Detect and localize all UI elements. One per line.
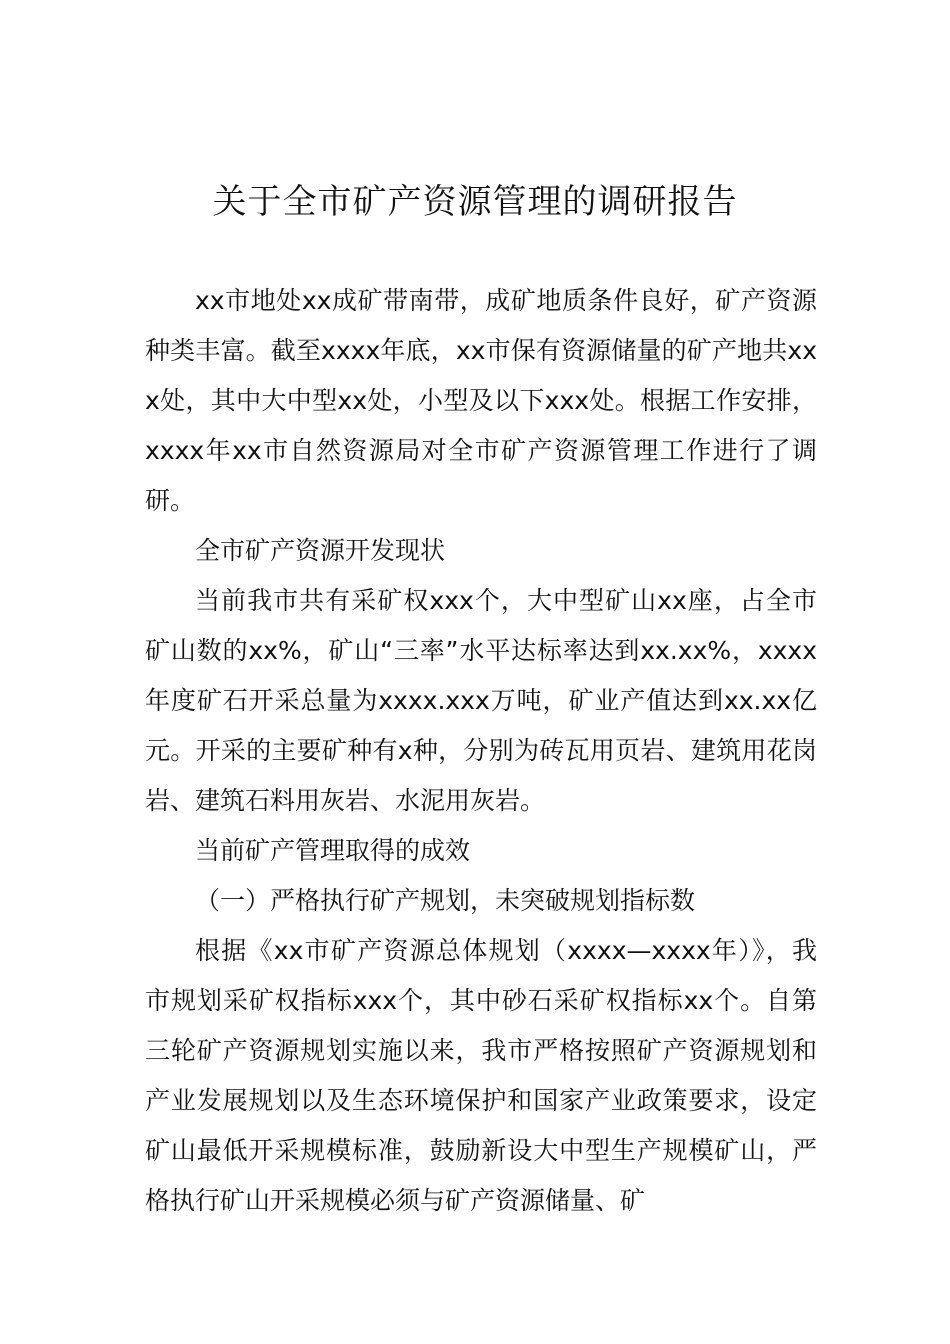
- document-body: [145, 276, 817, 1226]
- subsection-heading-planning: （一）严格执行矿产规划，未突破规划指标数: [195, 886, 696, 915]
- section-heading-status: 全市矿产资源开发现状: [195, 536, 446, 565]
- planning-paragraph: 根据《xx市矿产资源总体规划（xxxx—xxxx年）》，我市规划采矿权指标xxx个，其中砂石采矿权指标xx个。自第三轮矿产资源规划实施以来，我市严格按照矿产资源规划和产业发展规划以及生态环境保护和国家产业政策要求，设定矿山最低开采规模标准，鼓励新设大中型生产规模矿山，严格执行矿山开采规模必须与矿产资源储量、矿: [145, 936, 817, 1215]
- status-paragraph: 当前我市共有采矿权xxx个，大中型矿山xx座，占全市矿山数的xx%，矿山“三率”水平达标率达到xx.xx%，xxxx年度矿石开采总量为xxxx.xxx万吨，矿业产值达到xx.xx亿元。开采的主要矿种有x种，分别为砖瓦用页岩、建筑用花岗岩、建筑石料用灰岩、水泥用灰岩。: [145, 586, 817, 815]
- intro-paragraph: xx市地处xx成矿带南带，成矿地质条件良好，矿产资源种类丰富。截至xxxx年底，xx市保有资源储量的矿产地共xxx处，其中大中型xx处，小型及以下xxx处。根据工作安排，xxxx年xx市自然资源局对全市矿产资源管理工作进行了调研。: [145, 286, 817, 515]
- section-heading-achievements: 当前矿产管理取得的成效: [195, 836, 471, 865]
- document-title: 关于全市矿产资源管理的调研报告: [212, 182, 738, 222]
